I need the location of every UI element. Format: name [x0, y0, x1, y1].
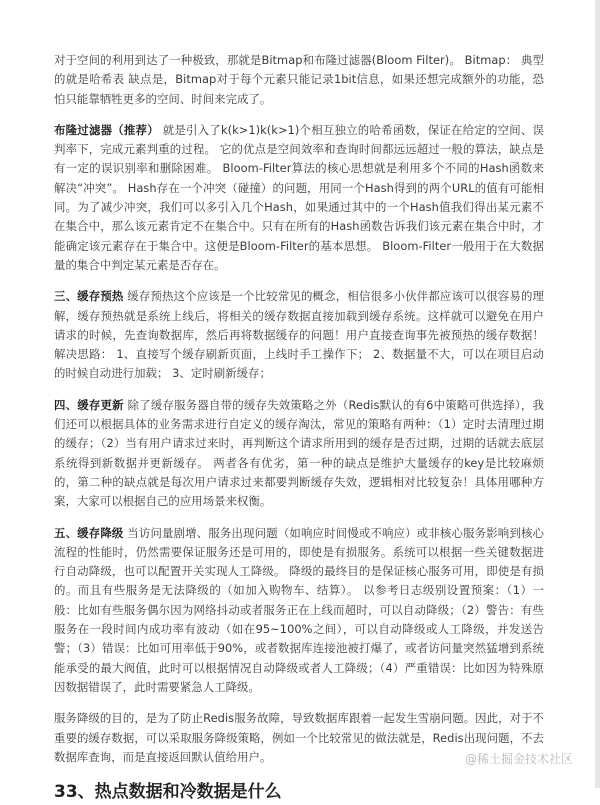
watermark: @稀土掘金技术社区: [464, 752, 573, 766]
paragraph-text: 就是引入了k(k>1)k(k>1)个相互独立的哈希函数，保证在给定的空间、误判率下，完成元素判重的过程。 它的优点是空间效率和查询时间都远远超过一般的算法，缺点是有一定的误识别率和删除困难。 Bloom-Filter算法的核心思想就是利用多个不同的Hash函数来解决“冲突”。 Hash存在一个冲突（碰撞）的问题，用同一个Hash得到的两个URL的值有可能相同。为了减少冲突，我们可以多引入几个Hash，如果通过其中的一个Hash值我们得出某元素不在集合中，那么该元素肯定不在集合中。只有在所有的Hash函数告诉我们该元素在集合中时，才能确定该元素存在于集合中。这便是Bloom-Filter的基本思想。 Bloom-Filter一般用于在大数据量的集合中判定某元素是否存在。: [54, 122, 544, 272]
article-content: [54, 51, 544, 805]
paragraph-cache-warmup: [54, 287, 544, 383]
paragraph-cache-degrade: [54, 524, 544, 698]
paragraph-lead: 布隆过滤器（推荐）: [54, 122, 159, 137]
paragraph-cache-update: [54, 396, 544, 512]
paragraph-bitmap: [54, 51, 544, 109]
paragraph-text: 对于空间的利用到达了一种极致，那就是Bitmap和布隆过滤器(Bloom Filter)。 Bitmap： 典型的就是哈希表 缺点是，Bitmap对于每个元素只能记录1bit信息，如果还想完成额外的功能，恐怕只能靠牺牲更多的空间、时间来完成了。: [54, 53, 544, 106]
paragraph-lead: 五、缓存降级: [54, 525, 124, 540]
paragraph-text: 服务降级的目的，是为了防止Redis服务故障，导致数据库跟着一起发生雪崩问题。因此，对于不重要的缓存数据，可以采取服务降级策略，例如一个比较常见的做法就是，Redis出现问题，不去数据库查询，而是直接返回默认值给用户。: [54, 711, 544, 764]
paragraph-text: 当访问量剧增、服务出现问题（如响应时间慢或不响应）或非核心服务影响到核心流程的性能时，仍然需要保证服务还是可用的，即使是有损服务。系统可以根据一些关键数据进行自动降级，也可以配置开关实现人工降级。 降级的最终目的是保证核心服务可用，即使是有损的。而且有些服务是无法降级的（如加入购物车、结算）。 以参考日志级别设置预案：（1）一般：比如有些服务偶尔因为网络抖动或者服务正在上线而超时，可以自动降级；（2）警告：有些服务在一段时间内成功率有波动（如在95~100%之间），可以自动降级或人工降级，并发送告警；（3）错误：比如可用率低于90%，或者数据库连接池被打爆了，或者访问量突然猛增到系统能承受的最大阀值，此时可以根据情况自动降级或者人工降级；（4）严重错误：比如因为特殊原因数据错误了，此时需要紧急人工降级。: [54, 525, 544, 694]
paragraph-bloom-filter: [54, 121, 544, 275]
section-heading: 33、热点数据和冷数据是什么: [54, 782, 282, 803]
paragraph-text: 缓存预热这个应该是一个比较常见的概念，相信很多小伙伴都应该可以很容易的理解，缓存预热就是系统上线后，将相关的缓存数据直接加载到缓存系统。这样就可以避免在用户请求的时候，先查询数据库，然后再将数据缓存的问题！用户直接查询事先被预热的缓存数据！ 解决思路： 1、直接写个缓存刷新页面，上线时手工操作下； 2、数据量不大，可以在项目启动的时候自动进行加载； 3、定时刷新缓存；: [54, 289, 544, 381]
scrollbar[interactable]: [595, 0, 600, 788]
paragraph-lead: 三、缓存预热: [54, 289, 124, 304]
paragraph-text: 除了缓存服务器自带的缓存失效策略之外（Redis默认的有6中策略可供选择），我们还可以根据具体的业务需求进行自定义的缓存淘汰，常见的策略有两种：（1）定时去清理过期的缓存；（2）当有用户请求过来时，再判断这个请求所用到的缓存是否过期，过期的话就去底层系统得到新数据并更新缓存。 两者各有优劣，第一种的缺点是维护大量缓存的key是比较麻烦的，第二种的缺点就是每次用户请求过来都要判断缓存失效，逻辑相对比较复杂！具体用哪种方案，大家可以根据自己的应用场景来权衡。: [54, 397, 544, 509]
paragraph-lead: 四、缓存更新: [54, 397, 124, 412]
